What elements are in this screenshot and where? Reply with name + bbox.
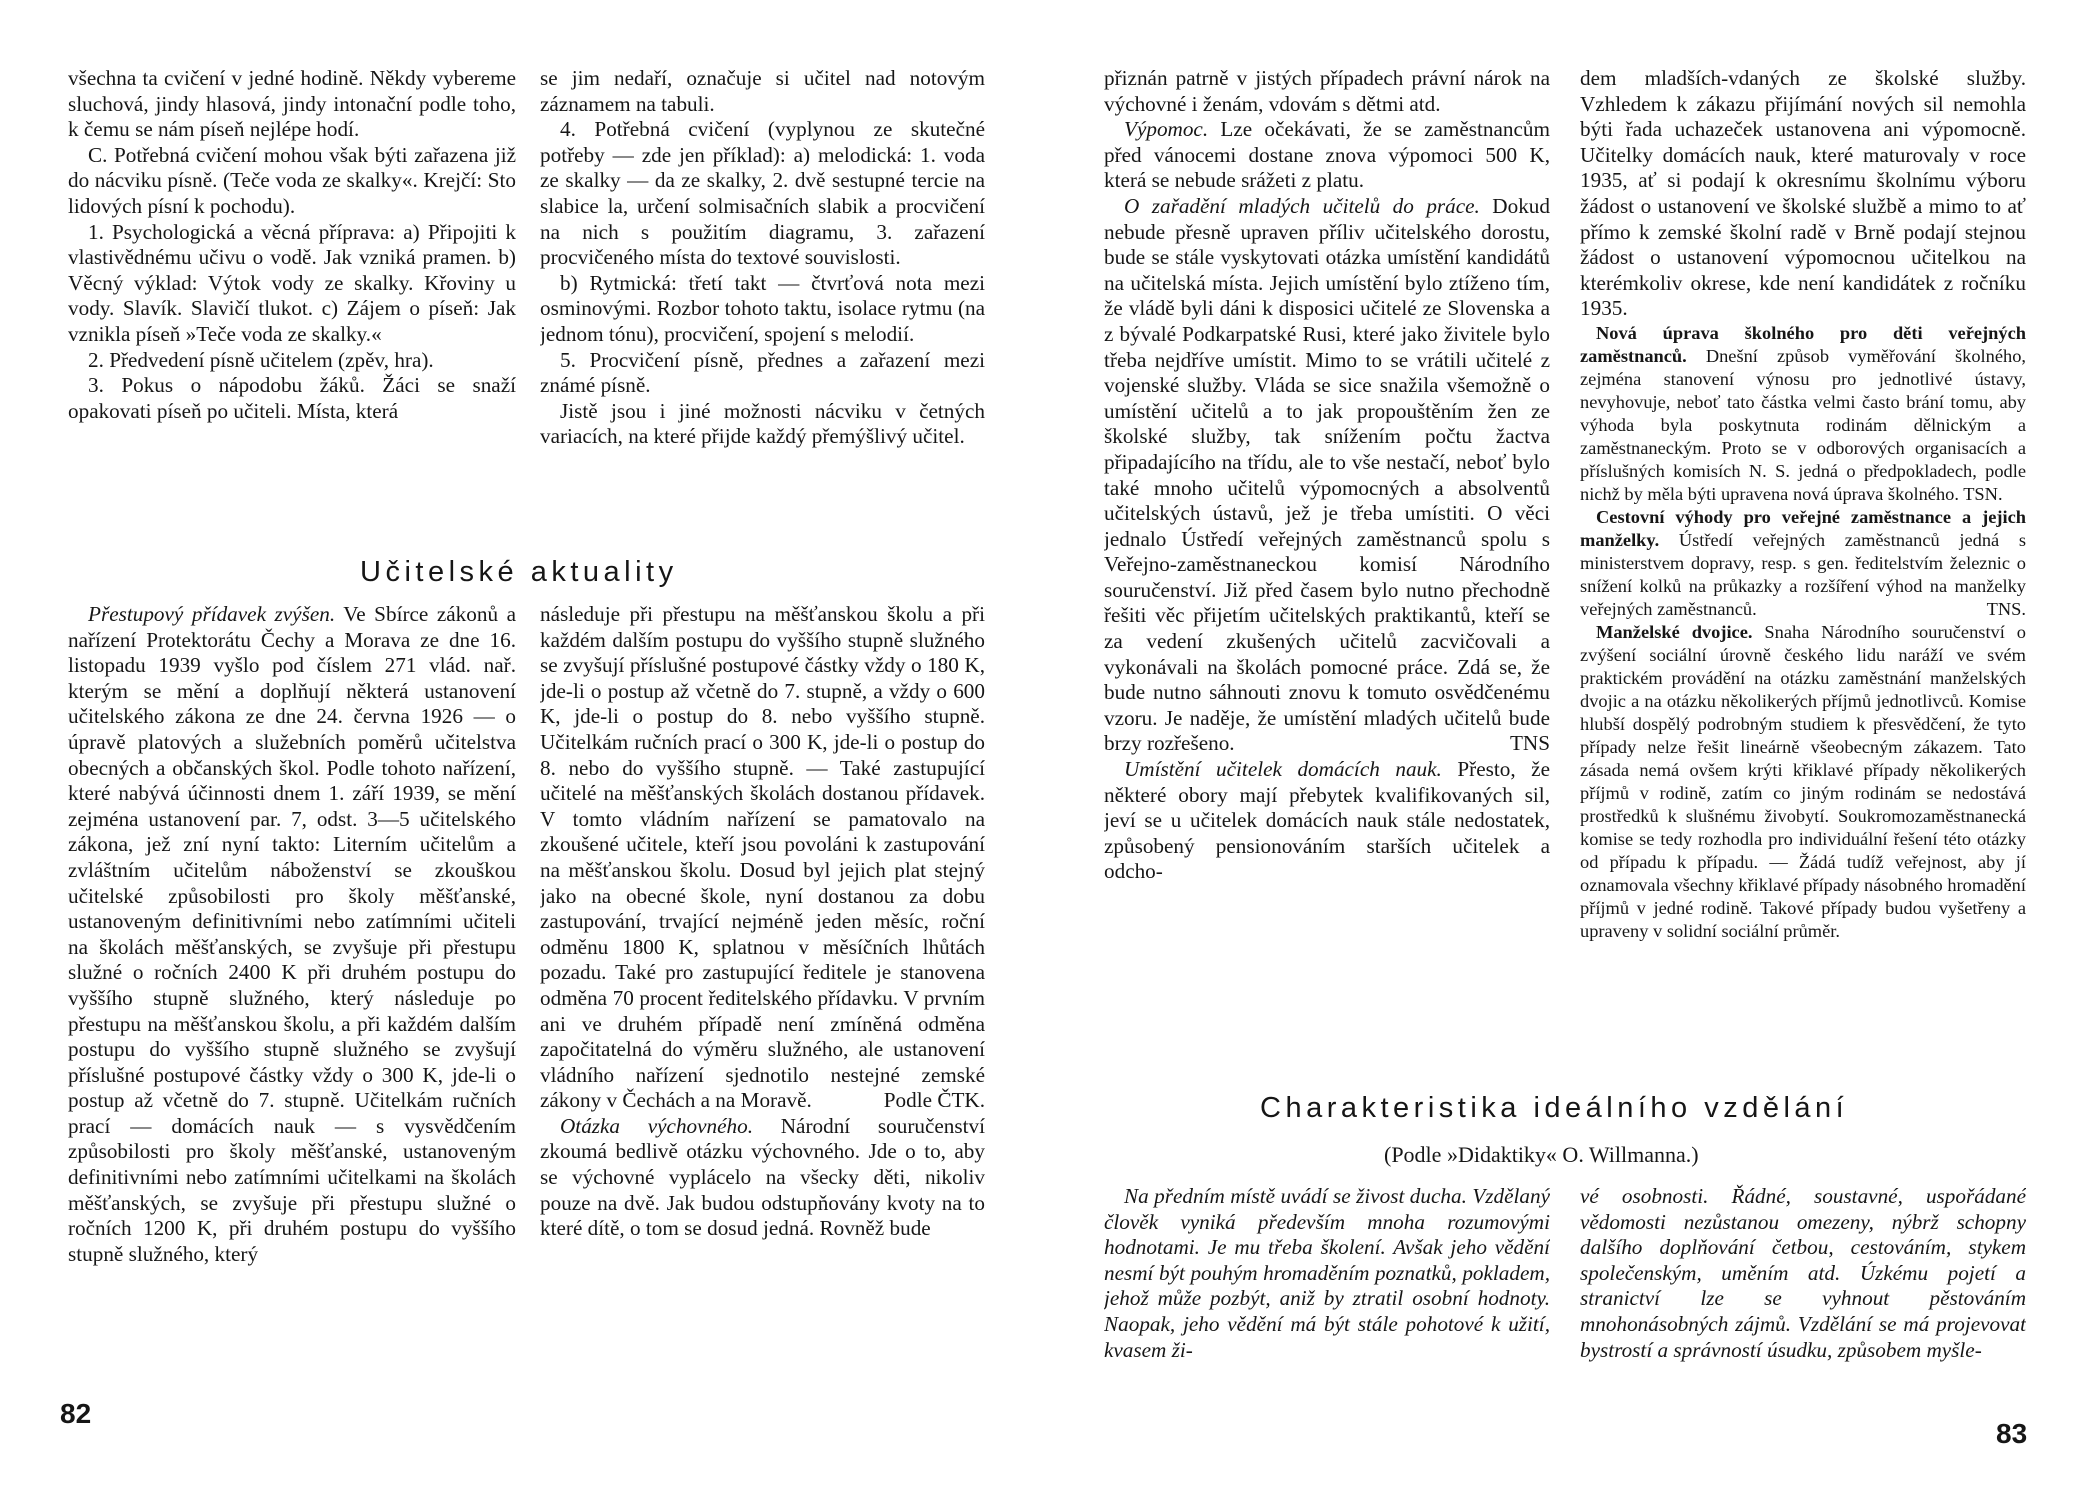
paragraph-text: Dnešní způsob vyměřování školného, zejména stanovení výnosu pro jednotlivé ústavy, nevyhovuje, neboť tato částka velmi často brání tomu, aby výhoda byla poskytnuta rodinám dělnickým a zaměstnaneckým. Proto se v odborových organisacích a příslušných komisích N. S. jedná o předpokladech, podle nichž by měla býti upravena nová úprava školného. TSN. <box>1580 345 2026 504</box>
paragraph: všechna ta cvičení v jedné hodině. Někdy vybereme sluchová, jindy hlasová, jindy intonační podle toho, k čemu se nám píseň nejlépe hodí. <box>68 66 516 142</box>
paragraph: 2. Předvedení písně učitelem (zpěv, hra). <box>88 347 434 372</box>
paragraph <box>1580 322 2026 506</box>
page-number-right: 83 <box>1996 1418 2028 1449</box>
lead-italic: Výpomoc. <box>1124 117 1209 142</box>
paragraph-text: Ve Sbírce zákonů a nařízení Protektorátu Čechy a Morava ze dne 16. listopadu 1939 vyšlo pod číslem 271 vlád. nař. kterým se mění a doplňují některá ustanovení učitelského zákona ze dne 24. června 1926 — o úpravě platových a služebních poměrů učitelstva obecných a občanských škol. Podle tohoto nařízení, které nabývá účinnosti dnem 1. září 1939, se mění zejména ustanovení par. 7, odst. 3—5 učitelského zákona, jež zní nyní takto: Literním učitelům a zvláštním učitelům náboženství se zkouškou učitelské způsobilosti pro školy měšťanské, ustanoveným definitivními nebo zatímními učiteli na školách měšťanských, se zvyšuje při přestupu služné o ročních 2400 K při druhém postupu do vyššího stupně služného, který následuje po přestupu na měšťanskou školu, a při každém dalším postupu do vyššího stupně služného se zvyšují příslušné postupové částky vždy o 300 K, jde-li o postup až včetně do 7. stupně. Učitelkám ručních prací — domácích nauk — s vysvědčením způsobilosti pro školy měšťanské, ustanoveným definitivními nebo zatímními učitelkami na školách měšťanských, se zvyšuje při přestupu služné o ročních 1200 K, při druhém postupu do vyššího stupně služného, který <box>68 602 516 1266</box>
section-heading: Učitelské aktuality <box>360 556 678 588</box>
paragraph: přiznán patrně v jistých případech právní nárok na výchovné i ženám, vdovám s dětmi atd. <box>1104 66 1550 116</box>
article-heading: Charakteristika ideálního vzdělání <box>1260 1092 1849 1124</box>
paragraph <box>1104 117 1550 194</box>
paragraph: Na předním místě uvádí se živost ducha. Vzdělaný člověk vyniká především mnoha rozumovými hodnotami. Je mu třeba školení. Avšak jeho vědění nesmí být pouhým hromaděním poznatků, pokladem, jehož může pozbýt, aniž by ztratil osobní hodnoty. Naopak, jeho vědění má být stále pohotové k užití, kvasem ži- <box>1104 1184 1550 1362</box>
paragraph-text: Přesto, že některé obory mají přebytek kvalifikovaných sil, jeví se u učitelek domácích nauk stále nedostatek, způsobený pensionováním starších učitelek a odcho- <box>1104 757 1550 884</box>
paragraph: 3. Pokus o nápodobu žáků. Žáci se snaží opakovati píseň po učiteli. Místa, která <box>68 373 516 423</box>
lead-bold: Manželské dvojice. <box>1596 621 1753 642</box>
paragraph: b) Rytmická: třetí takt — čtvrťová nota mezi osminovými. Rozbor tohoto taktu, isolace rytmu (na jednom tónu), procvičení, spojení s melodií. <box>540 270 985 346</box>
small-print-block <box>1580 322 2026 943</box>
paragraph: 4. Potřebná cvičení (vyplynou ze skutečné potřeby — zde jen příklad): a) melodická: 1. voda ze skalky — da ze skalky, 2. dvě sestupné tercie na slabice la, určení solmisačních slabik a procvičení na nich s použitím diagramu, 3. zařazení procvičeného místa do textové souvislosti. <box>540 117 985 270</box>
signature: TNS. <box>1986 598 2026 619</box>
paragraph: vé osobnosti. Řádné, soustavné, uspořádané vědomosti nezůstanou omezeny, nýbrž schopny dalšího doplňování četbou, cestováním, stykem společenským, uměním atd. Úzkému pojetí a stranictví lze se vyhnout pěstováním mnohonásobných zájmů. Vzdělání se má projevovat bystrostí a správností úsudku, způsobem myšle- <box>1580 1184 2026 1362</box>
signature: Podle ČTK. <box>883 1088 985 1113</box>
right-column-1 <box>1104 66 1550 1056</box>
paragraph-text: Ústředí veřejných zaměstnanců jedná s ministerstvem dopravy, resp. s gen. ředitelstvím železnic o snížení kolků na průkazky a rozšíření výhod na manželky veřejných zaměstnanců. <box>1580 529 2026 619</box>
paragraph <box>68 602 516 1267</box>
lead-italic: Přestupový přídavek zvýšen. <box>88 602 336 626</box>
left-top-column-2 <box>540 66 985 536</box>
left-top-column-1 <box>68 66 516 496</box>
paragraph-text: Národní souručenství zkoumá bedlivě otázku výchovného. Jde o to, aby se výchovné vyplácelo na všecky děti, nikoliv pouze na dvě. Jak budou odstupňovány kvoty na to které dítě, o tom se dosud jedná. Rovněž bude <box>540 1113 985 1241</box>
paragraph <box>1104 757 1550 885</box>
lead-italic: Otázka výchovného. <box>560 1113 754 1138</box>
signature: TNS <box>1509 731 1550 756</box>
right-column-2 <box>1580 66 2026 1056</box>
lead-italic: O zařadění mladých učitelů do práce. <box>1124 193 1480 218</box>
paragraph: C. Potřebná cvičení mohou však býti zařazena již do nácviku písně. (Teče voda ze skalky«. Krejčí: Sto lidových písní k pochodu). <box>68 142 516 218</box>
paragraph-text: Lze očekávati, že se zaměstnancům před vánocemi dostane znova výpomoci 500 K, která se nebude srážeti z platu. <box>1104 117 1550 193</box>
paragraph: dem mladších-vdaných ze školské služby. Vzhledem k zákazu přijímání nových sil nemohla býti řada uchazeček ustanovena ani výpomocně. Učitelky domácích nauk, které maturovaly v roce 1935, ať si podají k okresnímu školnímu výboru žádost o ustanovení ve školské službě a mimo to ať přímo k zemské školní radě v Brně podají stejnou žádost o ustanovení výpomocnou učitelkou na kterémkoliv okrese, kde není kandidátek z ročníku 1935. <box>1580 66 2026 321</box>
paragraph-text: Snaha Národního souručenství o zvýšení sociální úrovně českého lidu naráží ve svém praktickém provádění na otázku zaměstnání manželských dvojic a na otázku několikerých příjmů jednotlivců. Komise hlubší dospělý podrobným studiem k přesvědčení, že tyto případy nelze řešit lineárně všeobecným zákazem. Tato zásada nemá ovšem krýti křiklavé případy několikerých příjmů v rodině, zatím co jiným rodinám se nedostává prostředků k slušnému živobytí. Soukromozaměstnanecká komise se tedy rozhodla pro individuální řešení této otázky od případu k případu. — Žádá tudíž veřejnost, aby jí oznamovala všechny křiklavé případy násobného hromadění příjmů v jedné rodině. Takové případy budou vyšetřeny a upraveny v solidní sociální průměr. <box>1580 621 2026 941</box>
paragraph: Jistě jsou i jiné možnosti nácviku v četných variacích, na které přijde každý přemýšlivý učitel. <box>540 398 985 449</box>
paragraph: se jim nedaří, označuje si učitel nad notovým záznamem na tabuli. <box>540 66 985 116</box>
paragraph-text: následuje při přestupu na měšťanskou školu a při každém dalším postupu do vyššího stupně služného se zvyšují příslušné postupové částky vždy o 180 K, jde-li o postup až včetně do 7. stupně, a vždy o 600 K, jde-li o postup do 8. nebo vyššího stupně. Učitelkám ručních prací o 300 K, jde-li o postup do 8. nebo do vyššího stupně. — Také zastupující učitelé na měšťanských školách dostanou přídavek. V tomto vládním nařízení se pamatovalo na zkoušené učitele, kteří jsou povoláni k zastupování na měšťanskou školu. Dosud byl jejich plat stejný jako na obecné škole, nyní dostanou za dobu zastupování, trvající nejméně jeden měsíc, roční odměnu 1800 K, splatnou v měsíčních lhůtách pozadu. Také pro zastupující ředitele je stanovena odměna 70 procent ředitelského přídavku. V prvním ani ve druhém případě není zmíněná odměna započitatelná do výměru služného, ale ustanovení vládního nařízení sjednotilo nestejné zemské zákony v Čechách a na Moravě. <box>540 602 985 1113</box>
article-subheading: (Podle »Didaktiky« O. Willmanna.) <box>1384 1142 1699 1167</box>
paragraph <box>1580 506 2026 621</box>
paragraph <box>540 1114 985 1242</box>
paragraph: 5. Procvičení písně, přednes a zařazení mezi známé písně. <box>540 347 985 398</box>
article-column-1 <box>1104 1184 1550 1396</box>
paragraph <box>1580 621 2026 943</box>
article-column-2 <box>1580 1184 2026 1396</box>
left-bottom-column-2 <box>540 602 985 1386</box>
lead-bold: Nová úprava školného pro děti veřejných zaměstnanců. <box>1580 322 2026 366</box>
paragraph: 1. Psychologická a věcná příprava: a) Připojiti k vlastivědnému učivu o vodě. Jak vzniká pramen. b) Věcný výklad: Výtok vody ze skalky. Křoviny u vody. Slavík. Slavičí tlukot. c) Zájem o píseň: Jak vznikla píseň »Teče voda ze skalky.« <box>68 219 516 346</box>
left-bottom-column-1 <box>68 602 516 1386</box>
paragraph <box>1104 194 1550 757</box>
paragraph-text: Dokud nebude přesně upraven příliv učitelského dorostu, bude se stále vyskytovati otázka umístění kandidátů na učitelská místa. Jejich umístění bylo ztíženo tím, že vládě byli dáni k disposici učitelé ze Slovenska a z bývalé Podkarpatské Rusi, které jako živitele bylo třeba nejdříve umístit. Mimo to se vrátili učitelé z vojenské služby. Vláda se sice snažila všemožně o umístění učitelů a to jak propouštěním žen ze školské služby, tak snížením počtu žactva připadajícího na třídu, ale to vše nestačí, neboť bylo také mnoho učitelů výpomocných a absolventů učitelských ústavů, jež je třeba umístiti. O věci jednalo Ústředí veřejných zaměstnanců spolu s Veřejno-zaměstnaneckou komisí Národního souručenství. Již před časem bylo nutno přechodně řešiti věc přijetím učitelských praktikantů, kteří se za vedení zkušených učitelů zacvičovali a vykonávali na školách pomocné práce. Zdá se, že bude nutno sáhnouti znovu k tomuto osvědčenému vzoru. Je naděje, že umístění mladých učitelů bude brzy rozřešeno. <box>1104 193 1550 756</box>
lead-bold: Cestovní výhody pro veřejné zaměstnance a jejich manželky. <box>1580 506 2026 550</box>
page-number-left: 82 <box>60 1398 92 1429</box>
lead-italic: Umístění učitelek domácích nauk. <box>1124 757 1442 782</box>
paragraph <box>540 602 985 1114</box>
